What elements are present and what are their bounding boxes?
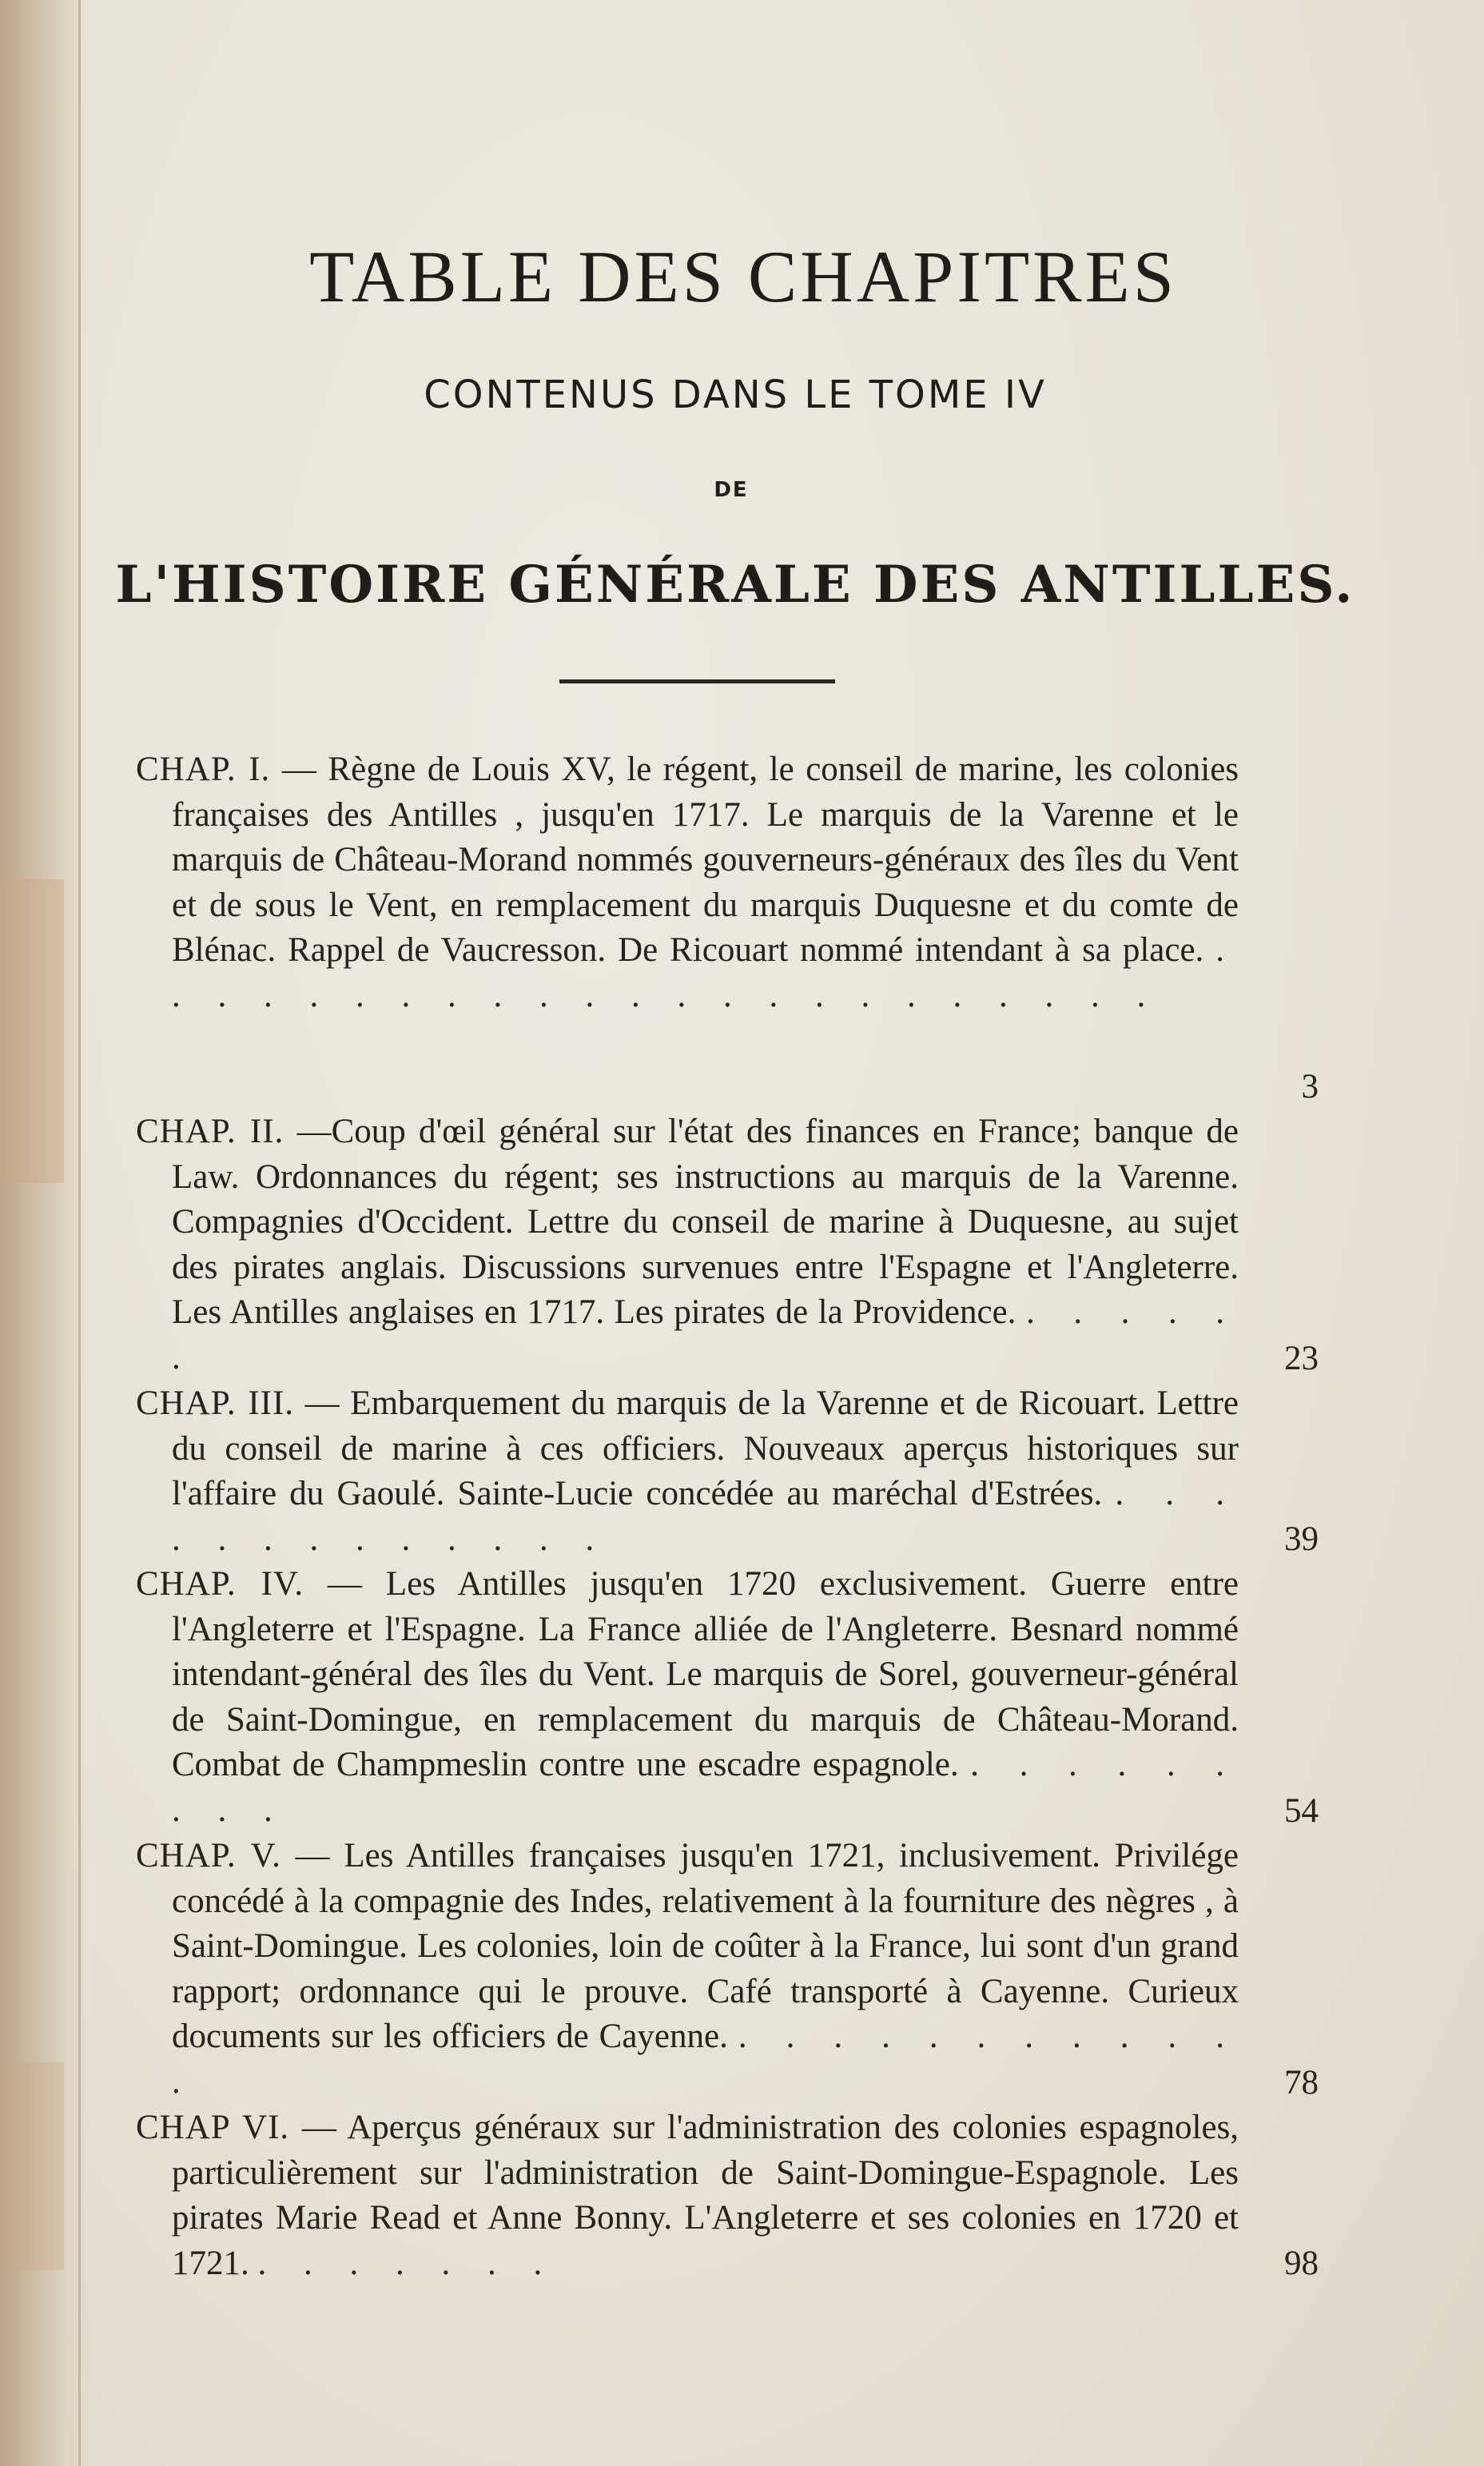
title-connector: DE [714,478,749,502]
page-title: TABLE DES CHAPITRES [309,236,1177,317]
paper-stain [0,879,64,1183]
toc-chapter-summary: — Les Antilles jusqu'en 1720 exclusivement. Guerre entre l'Angleterre et l'Espagne. La France alliée de l'Angleterre. Besnard nommé intendant-général des îles du Vent. Le marquis de Sorel, gouverneur-général de Saint-Domingue, en remplacement du marquis de Château-Morand. Combat de Champmeslin contre une escadre espagnole. [172,1565,1239,1783]
toc-entry-5[interactable] [136,1834,1319,2105]
toc-chapter-label: CHAP VI. [136,2109,290,2146]
dot-leader: . . . . . . . . . . . . . [172,1475,1239,1558]
dot-leader: . . . . . . . . . [172,1746,1239,1829]
toc-chapter-summary: — Aperçus généraux sur l'administration des colonies espagnoles, particulièrement sur l'administration de Saint-Domingue-Espagnole. Les pirates Marie Read et Anne Bonny. L'Angleterre et ses colonies en 1720 et 1721. [172,2109,1239,2282]
title-divider [559,679,835,683]
toc-chapter-label: CHAP. III. [136,1384,295,1422]
toc-entry-4[interactable] [136,1562,1319,1834]
toc-entry-2[interactable] [136,1110,1319,1381]
dot-leader: . . . . . . . . . . . . [172,2018,1239,2101]
toc-chapter-label: CHAP. I. [136,751,271,788]
toc-entry-1[interactable] [136,747,1319,1110]
toc-chapter-label: CHAP. II. [136,1113,284,1150]
dot-leader: . . . . . . [172,1293,1239,1376]
paper-stain [0,2062,64,2270]
toc-page-number: 78 [1284,2063,1319,2101]
toc-entry-6[interactable] [136,2105,1319,2286]
toc-page-number: 3 [1301,1067,1319,1106]
toc-chapter-label: CHAP. V. [136,1837,281,1874]
toc-page-number: 54 [1284,1791,1319,1830]
toc-chapter-summary: —Coup d'œil général sur l'état des finances en France; banque de Law. Ordonnances du régent; ses instructions au marquis de la Varenne. Compagnies d'Occident. Lettre du conseil de marine à Duquesne, au sujet des pirates anglais. Discussions survenues entre l'Espagne et l'Angleterre. Les Antilles anglaises en 1717. Les pirates de la Providence. [172,1113,1239,1331]
toc-page-number: 98 [1284,2244,1319,2282]
dot-leader: . . . . . . . [257,2244,557,2282]
toc-chapter-summary: — Règne de Louis XV, le régent, le conseil de marine, les colonies françaises des Antilles , jusqu'en 1717. Le marquis de la Varenne et le marquis de Château-Morand nommés gouverneurs-généraux des îles du Vent et de sous le Vent, en remplacement du marquis Duquesne et du comte de Blénac. Rappel de Vaucresson. De Ricouart nommé intendant à sa place. [172,751,1239,969]
dot-leader: . . . . . . . . . . . . . . . . . . . . . . . [172,931,1239,1014]
page-subtitle: CONTENUS DANS LE TOME IV [424,372,1047,417]
toc-chapter-summary: — Les Antilles françaises jusqu'en 1721, inclusivement. Privilége concédé à la compagnie des Indes, relativement à la fourniture des nègres , à Saint-Domingue. Les colonies, loin de coûter à la France, lui sont d'un grand rapport; ordonnance qui le prouve. Café transporté à Cayenne. Curieux documents sur les officiers de Cayenne. [172,1837,1239,2055]
toc-page-number: 39 [1284,1520,1319,1558]
table-of-contents [136,747,1319,2286]
binding-edge [78,0,81,2466]
toc-page-number: 23 [1284,1339,1319,1377]
toc-chapter-label: CHAP. IV. [136,1565,304,1603]
toc-entry-3[interactable] [136,1381,1319,1562]
book-title: L'HISTOIRE GÉNÉRALE DES ANTILLES. [115,555,1355,615]
toc-chapter-summary: — Embarquement du marquis de la Varenne et de Ricouart. Lettre du conseil de marine à ces officiers. Nouveaux aperçus historiques sur l'affaire du Gaoulé. Sainte-Lucie concédée au maréchal d'Estrées. [172,1384,1239,1512]
